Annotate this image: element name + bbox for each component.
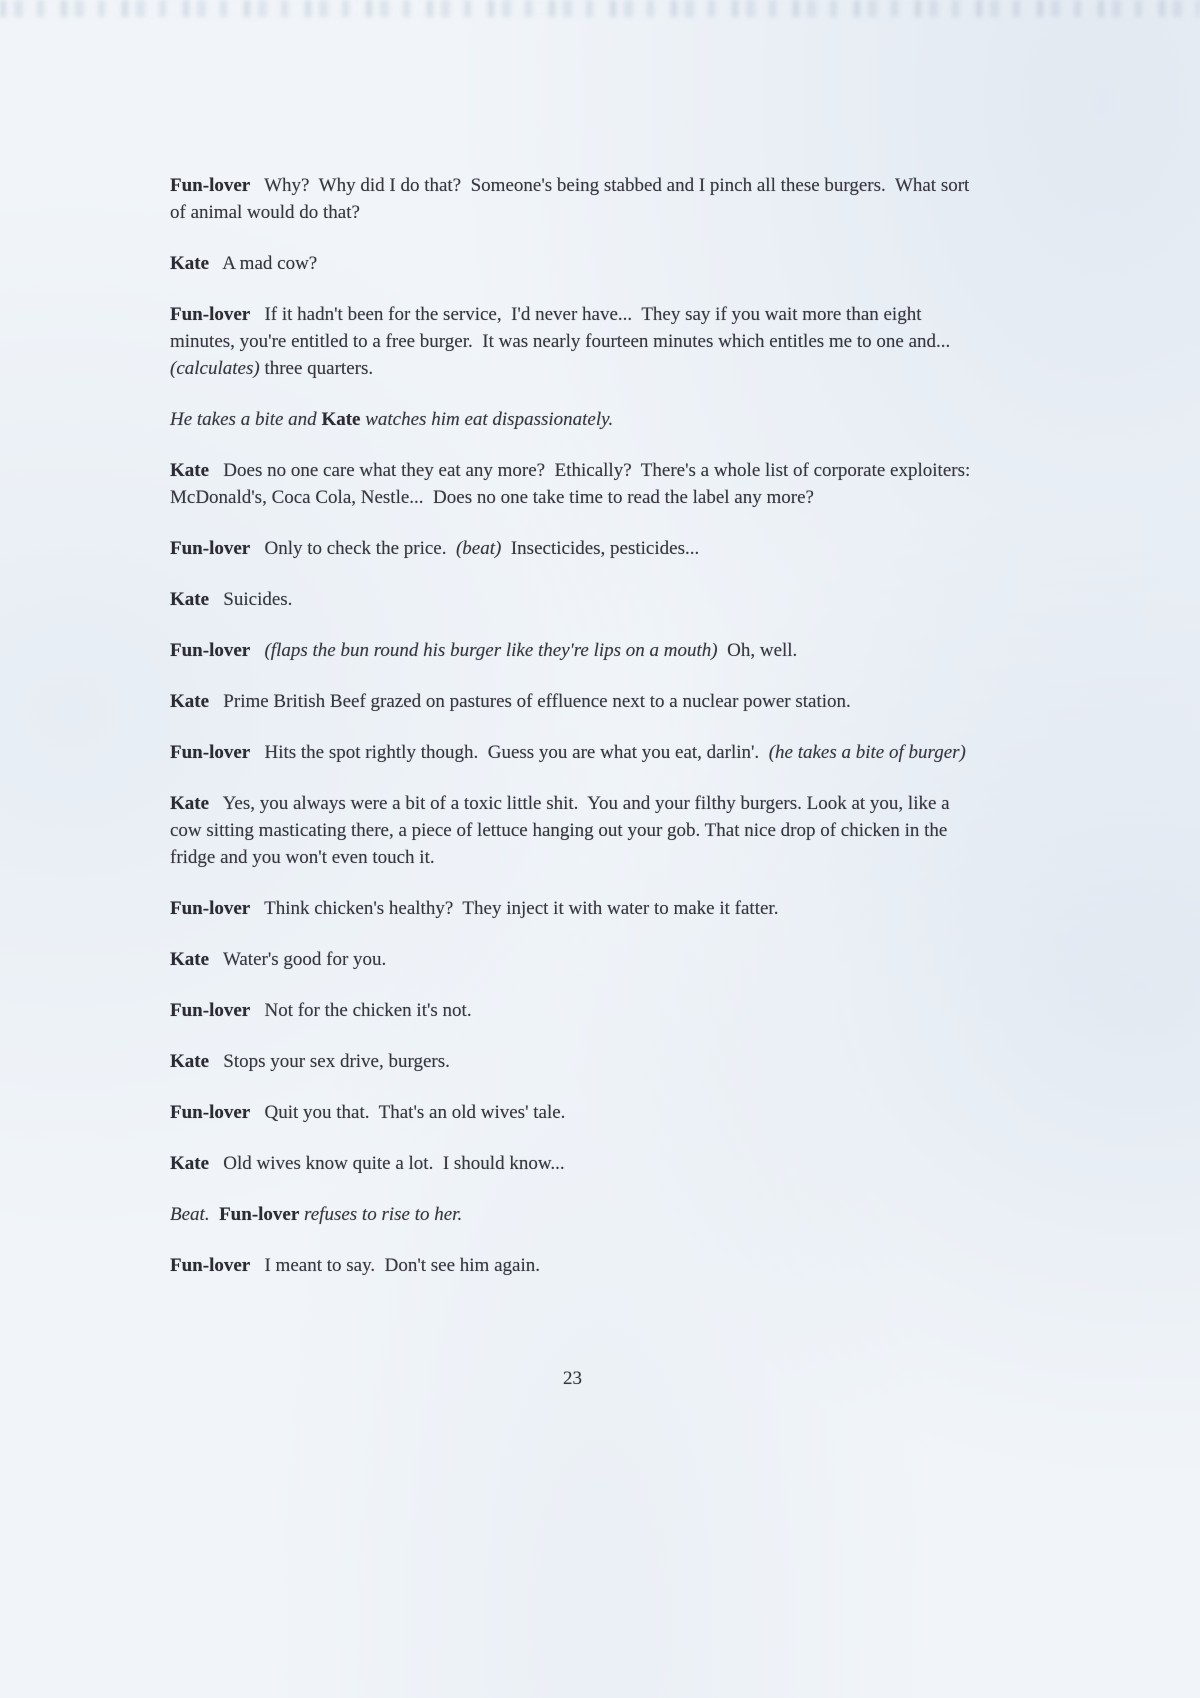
stage-direction-paragraph — [170, 1201, 975, 1228]
speaker-name: Fun-lover — [219, 1204, 300, 1225]
stage-direction: (beat) — [455, 538, 502, 559]
dialogue-paragraph — [170, 301, 975, 382]
speaker-name: Fun-lover — [170, 538, 251, 559]
dialogue-text: Suicides. — [209, 589, 293, 610]
dialogue-text: Only to check the price. — [250, 538, 456, 559]
speaker-name: Fun-lover — [170, 1255, 251, 1276]
dialogue-text: Yes, you always were a bit of a toxic little shit. You and your filthy burgers. Look at you, like a cow sitting masticating there, a piece of lettuce hanging out your gob. That nice drop of chicken in the fridge and you won't even touch it. — [170, 793, 955, 868]
dialogue-text: Why? Why did I do that? Someone's being stabbed and I pinch all these burgers. What sort of animal would do that? — [170, 175, 975, 223]
dialogue-text: If it hadn't been for the service, I'd never have... They say if you wait more than eight minutes, you're entitled to a free burger. It was nearly fourteen minutes which entitles me to one and... — [170, 304, 956, 352]
speaker-name: Fun-lover — [170, 640, 251, 661]
stage-direction: refuses to rise to her. — [299, 1204, 463, 1225]
speaker-name: Fun-lover — [170, 742, 251, 763]
speaker-name: Fun-lover — [170, 1000, 251, 1021]
dialogue-paragraph — [170, 250, 975, 277]
speaker-name: Fun-lover — [170, 304, 251, 325]
dialogue-paragraph — [170, 172, 975, 226]
stage-direction: (flaps the bun round his burger like they're lips on a mouth) — [264, 640, 718, 661]
stage-direction: He takes a bite and — [170, 409, 322, 430]
speaker-name: Kate — [170, 460, 210, 481]
speaker-name: Kate — [170, 1051, 210, 1072]
dialogue-text — [250, 640, 264, 661]
dialogue-text: Does no one care what they eat any more? Ethically? There's a whole list of corporate exploiters: McDonald's, Coca Cola, Nestle... Does no one take time to read the label any more? — [170, 460, 976, 508]
stage-direction: (calculates) — [170, 358, 260, 379]
dialogue-paragraph — [170, 1150, 975, 1177]
dialogue-text: Not for the chicken it's not. — [250, 1000, 472, 1021]
dialogue-paragraph — [170, 895, 975, 922]
script-text — [170, 172, 975, 1303]
stage-direction: watches him eat dispassionately. — [360, 409, 614, 430]
dialogue-text: I meant to say. Don't see him again. — [250, 1255, 540, 1276]
dialogue-paragraph — [170, 739, 975, 766]
dialogue-paragraph — [170, 1252, 975, 1279]
dialogue-text: Quit you that. That's an old wives' tale. — [250, 1102, 566, 1123]
stage-direction: (he takes a bite of burger) — [768, 742, 966, 763]
dialogue-paragraph — [170, 946, 975, 973]
dialogue-text: Prime British Beef grazed on pastures of effluence next to a nuclear power station. — [209, 691, 851, 712]
dialogue-text: A mad cow? — [209, 253, 318, 274]
dialogue-paragraph — [170, 535, 975, 562]
speaker-name: Fun-lover — [170, 175, 251, 196]
dialogue-text: three quarters. — [259, 358, 374, 379]
dialogue-paragraph — [170, 790, 975, 871]
dialogue-paragraph — [170, 457, 975, 511]
speaker-name: Kate — [170, 793, 210, 814]
speaker-name: Kate — [170, 1153, 210, 1174]
page-number: 23 — [563, 1368, 582, 1389]
dialogue-text: Water's good for you. — [209, 949, 387, 970]
dialogue-text: Stops your sex drive, burgers. — [209, 1051, 450, 1072]
dialogue-text: Insecticides, pesticides... — [501, 538, 700, 559]
speaker-name: Kate — [170, 589, 210, 610]
dialogue-paragraph — [170, 688, 975, 715]
dialogue-text: Oh, well. — [717, 640, 798, 661]
speaker-name: Kate — [170, 949, 210, 970]
stage-direction-paragraph — [170, 406, 975, 433]
speaker-name: Fun-lover — [170, 1102, 251, 1123]
speaker-name: Kate — [321, 409, 361, 430]
dialogue-text: Hits the spot rightly though. Guess you are what you eat, darlin'. — [250, 742, 769, 763]
dialogue-paragraph — [170, 637, 975, 664]
dialogue-paragraph — [170, 1099, 975, 1126]
dialogue-text: Think chicken's healthy? They inject it with water to make it fatter. — [250, 898, 779, 919]
dialogue-text: Old wives know quite a lot. I should know... — [209, 1153, 565, 1174]
dialogue-paragraph — [170, 1048, 975, 1075]
speaker-name: Fun-lover — [170, 898, 251, 919]
speaker-name: Kate — [170, 691, 210, 712]
dialogue-paragraph — [170, 586, 975, 613]
stage-direction: Beat. — [170, 1204, 220, 1225]
scan-artifact-top — [0, 0, 1200, 17]
dialogue-paragraph — [170, 997, 975, 1024]
speaker-name: Kate — [170, 253, 210, 274]
